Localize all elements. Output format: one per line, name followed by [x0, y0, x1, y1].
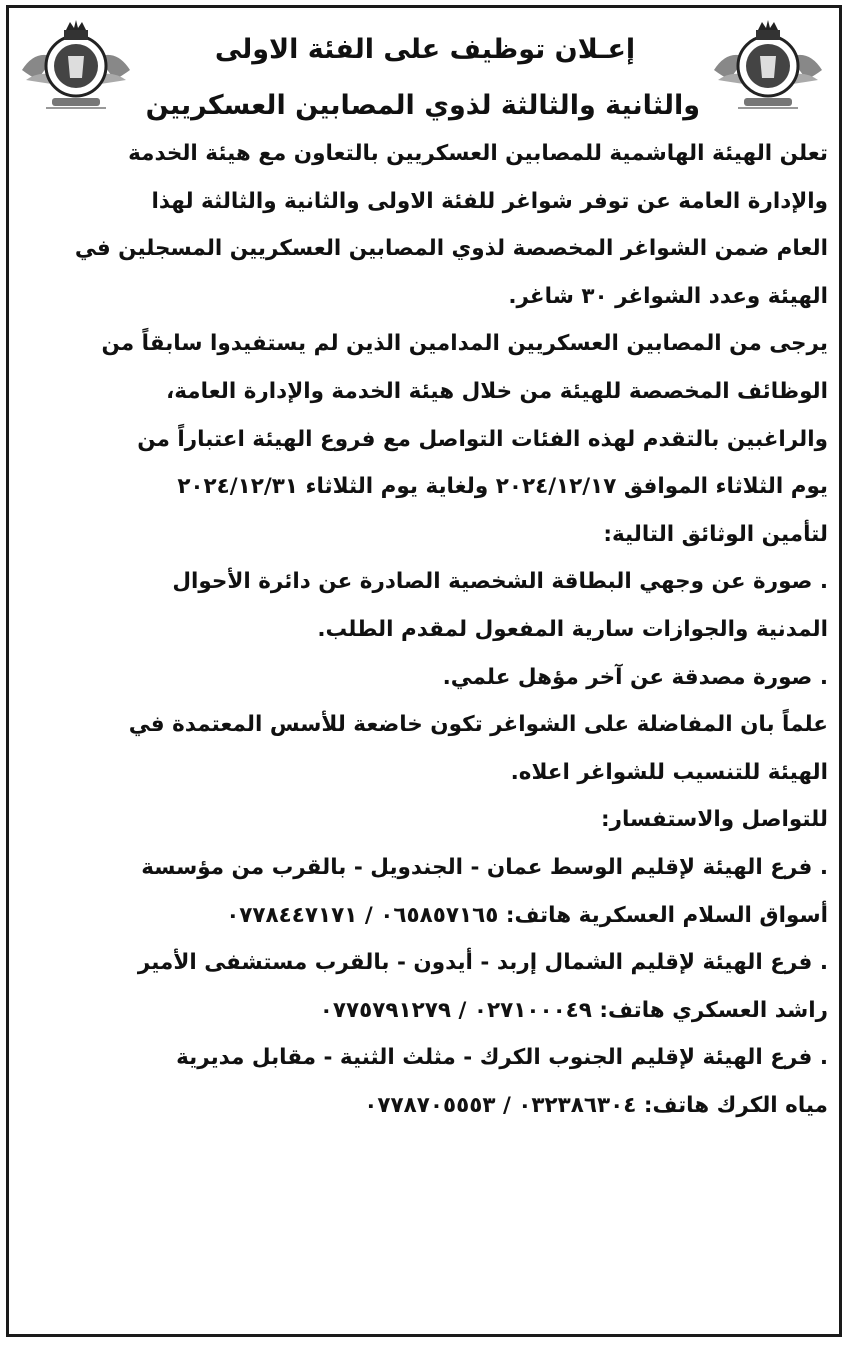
body-line: الهيئة للتنسيب للشواغر اعلاه. — [510, 759, 828, 785]
body-line: المدنية والجوازات سارية المفعول لمقدم الطلب. — [317, 616, 828, 642]
body-line: . صورة عن وجهي البطاقة الشخصية الصادرة عن دائرة الأحوال — [172, 569, 828, 595]
body-line: الوظائف المخصصة للهيئة من خلال هيئة الخدمة والإدارة العامة، — [166, 378, 828, 404]
body-line: والإدارة العامة عن توفر شواغر للفئة الاولى والثانية والثالثة لهذا — [151, 188, 828, 214]
body-line: مياه الكرك هاتف: ٠٣٢٣٨٦٣٠٤ / ٠٧٧٨٧٠٥٥٥٣ — [364, 1092, 828, 1118]
emblem-left-icon — [16, 18, 136, 114]
body-line: والراغبين بالتقدم لهذه الفئات التواصل مع فروع الهيئة اعتباراً من — [137, 426, 828, 452]
emblem-right-icon — [708, 18, 828, 114]
body-line: للتواصل والاستفسار: — [601, 807, 828, 833]
title-line-2: والثانية والثالثة لذوي المصابين العسكريين — [145, 90, 700, 121]
title-line-1: إعـلان توظيف على الفئة الاولى — [214, 34, 636, 65]
body-line: . فرع الهيئة لإقليم الجنوب الكرك - مثلث الثنية - مقابل مديرية — [176, 1045, 828, 1071]
announcement-body — [20, 130, 828, 1129]
body-line: يوم الثلاثاء الموافق ٢٠٢٤/١٢/١٧ ولغاية يوم الثلاثاء ٢٠٢٤/١٢/٣١ — [177, 474, 828, 500]
body-line: . فرع الهيئة لإقليم الوسط عمان - الجندويل - بالقرب من مؤسسة — [141, 854, 828, 880]
body-line: راشد العسكري هاتف: ٠٢٧١٠٠٠٤٩ / ٠٧٧٥٧٩١٢٧٩ — [319, 997, 828, 1023]
body-line: أسواق السلام العسكرية هاتف: ٠٦٥٨٥٧١٦٥ / ٠٧٧٨٤٤٧١٧١ — [226, 902, 828, 928]
announcement-title — [145, 22, 700, 134]
body-line: . فرع الهيئة لإقليم الشمال إربد - أيدون - بالقرب مستشفى الأمير — [137, 950, 828, 976]
body-line: يرجى من المصابين العسكريين المدامين الذين لم يستفيدوا سابقاً من — [101, 331, 828, 357]
body-line: الهيئة وعدد الشواغر ٣٠ شاغر. — [508, 283, 828, 309]
body-line: . صورة مصدقة عن آخر مؤهل علمي. — [442, 664, 828, 690]
body-line: العام ضمن الشواغر المخصصة لذوي المصابين العسكريين المسجلين في — [74, 236, 828, 262]
body-line: لتأمين الوثائق التالية: — [603, 521, 828, 547]
body-line: علماً بان المفاضلة على الشواغر تكون خاضعة للأسس المعتمدة في — [128, 712, 828, 738]
body-line: تعلن الهيئة الهاشمية للمصابين العسكريين بالتعاون مع هيئة الخدمة — [128, 141, 828, 166]
